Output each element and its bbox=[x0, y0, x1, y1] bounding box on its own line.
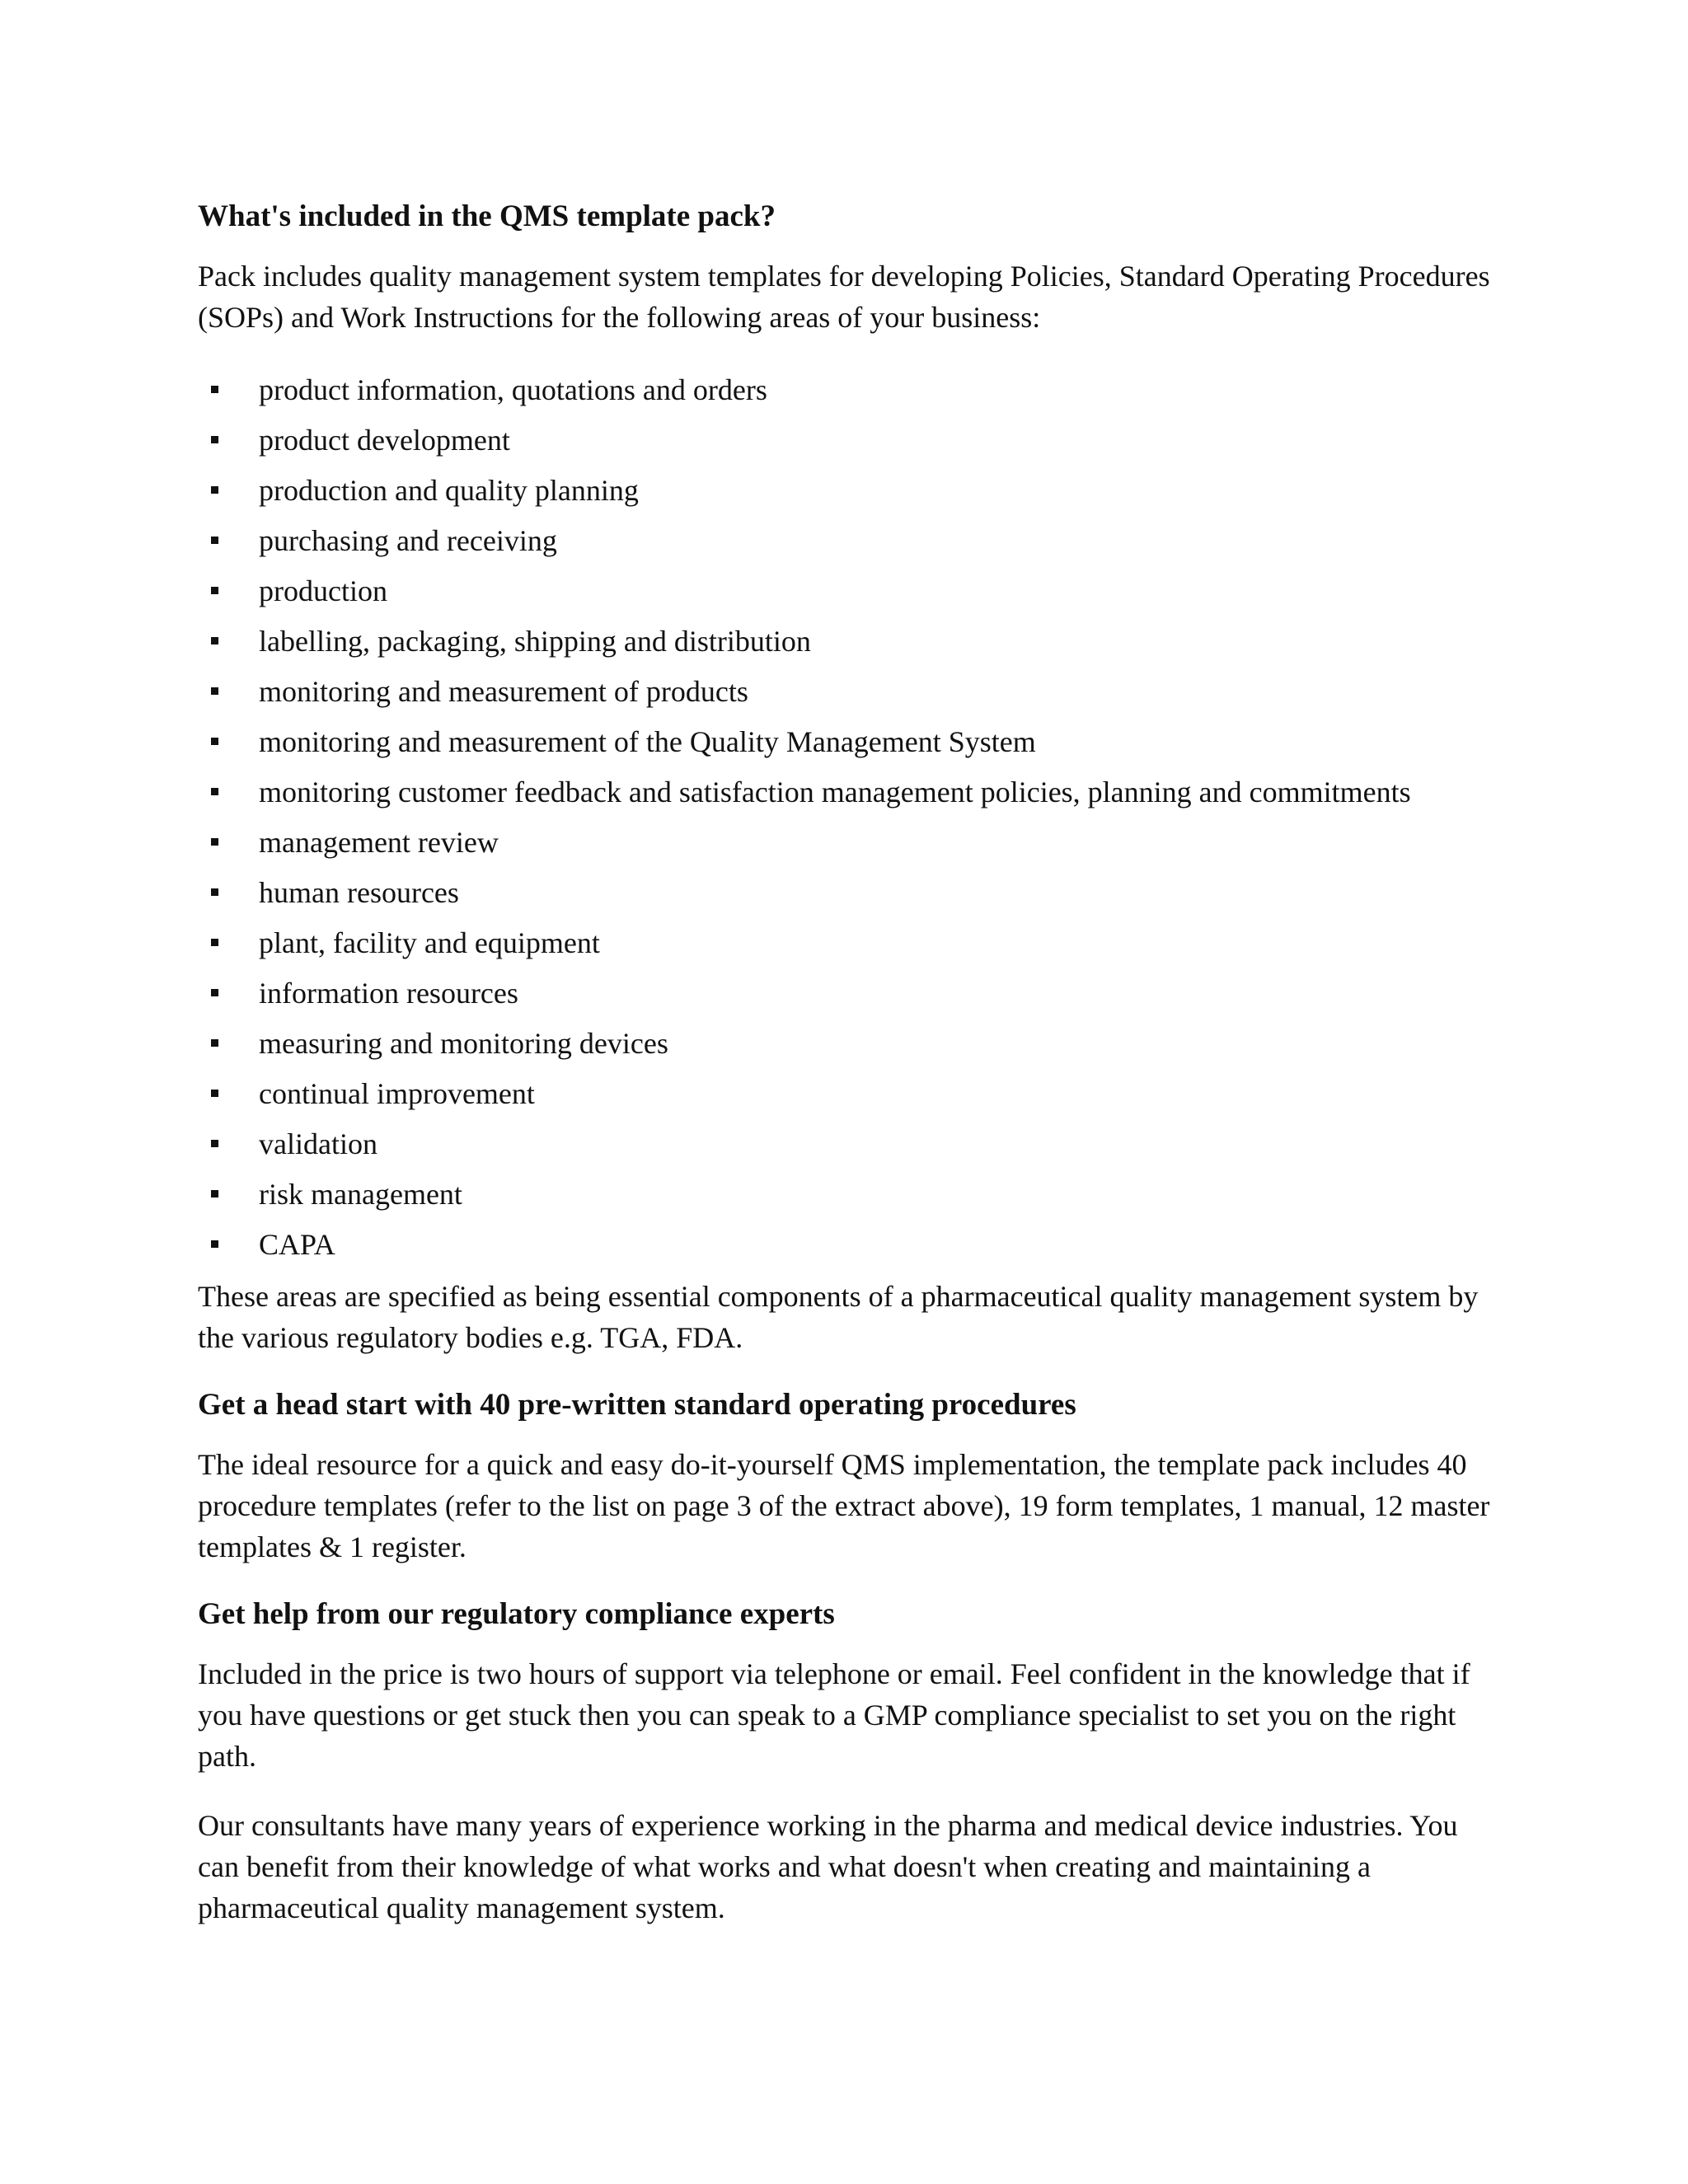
section-heading-included: What's included in the QMS template pack? bbox=[198, 199, 776, 233]
list-item-text: management review bbox=[259, 826, 499, 859]
list-item bbox=[198, 874, 1492, 912]
list-item bbox=[198, 974, 1492, 1013]
square-bullet-icon bbox=[211, 486, 218, 494]
square-bullet-icon bbox=[211, 939, 218, 946]
list-item bbox=[198, 471, 1492, 510]
list-item-text: production bbox=[259, 574, 387, 607]
list-item bbox=[198, 421, 1492, 460]
list-item-text: information resources bbox=[259, 977, 518, 1010]
section-heading-headstart: Get a head start with 40 pre-written standard operating procedures bbox=[198, 1388, 1076, 1422]
square-bullet-icon bbox=[211, 637, 218, 644]
list-item-text: purchasing and receiving bbox=[259, 524, 557, 557]
list-item bbox=[198, 1125, 1492, 1164]
list-item bbox=[198, 723, 1492, 762]
list-item bbox=[198, 773, 1492, 812]
list-item bbox=[198, 1024, 1492, 1063]
square-bullet-icon bbox=[211, 838, 218, 846]
list-item-text: monitoring customer feedback and satisfaction management policies, planning and commitments bbox=[259, 776, 1411, 808]
square-bullet-icon bbox=[211, 587, 218, 594]
support-paragraph: Included in the price is two hours of support via telephone or email. Feel confident in the knowledge that if you have questions or get stuck then you can speak to a GMP compliance specialist to set you on the right path. bbox=[198, 1657, 1470, 1773]
list-item bbox=[198, 522, 1492, 560]
square-bullet-icon bbox=[211, 1240, 218, 1248]
square-bullet-icon bbox=[211, 687, 218, 695]
list-item bbox=[198, 622, 1492, 661]
list-item-text: production and quality planning bbox=[259, 474, 639, 507]
list-item bbox=[198, 371, 1492, 410]
list-item bbox=[198, 1075, 1492, 1113]
list-item-text: product information, quotations and orders bbox=[259, 373, 767, 406]
square-bullet-icon bbox=[211, 1039, 218, 1047]
list-item-text: measuring and monitoring devices bbox=[259, 1027, 668, 1060]
consultants-paragraph: Our consultants have many years of experience working in the pharma and medical device industries. You can benefit from their knowledge of what works and what doesn't when creating and maintaining a pharmaceutical quality management system. bbox=[198, 1809, 1458, 1924]
square-bullet-icon bbox=[211, 1140, 218, 1147]
business-areas-list bbox=[198, 371, 1492, 1264]
list-item bbox=[198, 924, 1492, 963]
list-item bbox=[198, 673, 1492, 711]
list-item-text: human resources bbox=[259, 876, 459, 909]
list-item bbox=[198, 1226, 1492, 1264]
list-item bbox=[198, 823, 1492, 862]
square-bullet-icon bbox=[211, 989, 218, 996]
square-bullet-icon bbox=[211, 537, 218, 544]
list-item-text: plant, facility and equipment bbox=[259, 926, 600, 959]
areas-summary-paragraph: These areas are specified as being essential components of a pharmaceutical quality management system by the various regulatory bodies e.g. TGA, FDA. bbox=[198, 1280, 1479, 1354]
square-bullet-icon bbox=[211, 436, 218, 443]
list-item-text: validation bbox=[259, 1127, 377, 1160]
list-item-text: risk management bbox=[259, 1178, 462, 1211]
square-bullet-icon bbox=[211, 738, 218, 745]
list-item bbox=[198, 1175, 1492, 1214]
square-bullet-icon bbox=[211, 788, 218, 795]
list-item-text: product development bbox=[259, 424, 510, 457]
document-page bbox=[198, 196, 1492, 1929]
square-bullet-icon bbox=[211, 1090, 218, 1097]
square-bullet-icon bbox=[211, 888, 218, 896]
list-item-text: monitoring and measurement of the Quality Management System bbox=[259, 725, 1036, 758]
list-item-text: monitoring and measurement of products bbox=[259, 675, 748, 708]
list-item-text: labelling, packaging, shipping and distribution bbox=[259, 625, 811, 658]
list-item bbox=[198, 572, 1492, 611]
square-bullet-icon bbox=[211, 386, 218, 393]
square-bullet-icon bbox=[211, 1190, 218, 1197]
list-item-text: CAPA bbox=[259, 1228, 335, 1261]
headstart-paragraph: The ideal resource for a quick and easy do-it-yourself QMS implementation, the template pack includes 40 procedure templates (refer to the list on page 3 of the extract above), 19 form templates, 1 manual, 12 master templates & 1 register. bbox=[198, 1448, 1490, 1563]
section-heading-help: Get help from our regulatory compliance experts bbox=[198, 1597, 835, 1631]
list-item-text: continual improvement bbox=[259, 1077, 535, 1110]
intro-paragraph: Pack includes quality management system templates for developing Policies, Standard Operating Procedures (SOPs) and Work Instructions for the following areas of your business: bbox=[198, 260, 1490, 334]
